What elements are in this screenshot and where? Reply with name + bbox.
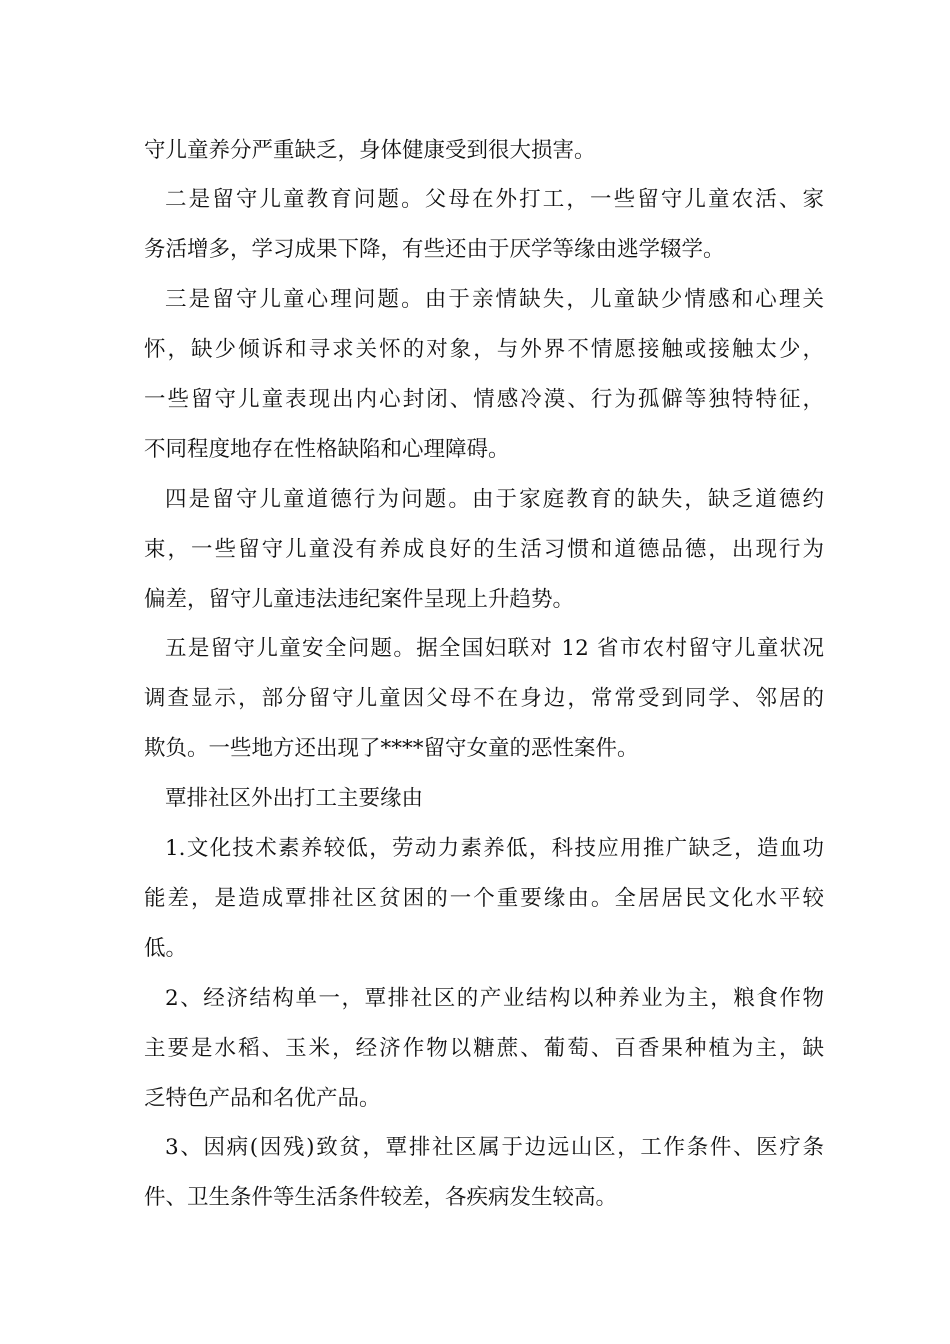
paragraph-4-line-2: 束，一些留守儿童没有养成良好的生活习惯和道德品德，出现行为 — [144, 537, 824, 562]
paragraph-4-line-3: 偏差，留守儿童违法违纪案件呈现上升趋势。 — [144, 587, 575, 612]
item-3-line-2: 件、卫生条件等生活条件较差，各疾病发生较高。 — [144, 1185, 618, 1210]
paragraph-2-line-1: 二是留守儿童教育问题。父母在外打工，一些留守儿童农活、家 — [165, 187, 824, 212]
item-1-line-1: 1.文化技术素养较低，劳动力素养低，科技应用推广缺乏，造血功 — [165, 836, 824, 861]
paragraph-5-line-3: 欺负。一些地方还出现了****留守女童的恶性案件。 — [144, 736, 639, 761]
item-2-line-2: 主要是水稻、玉米，经济作物以糖蔗、葡萄、百香果种植为主，缺 — [144, 1036, 824, 1061]
item-2-line-1: 2、经济结构单一，覃排社区的产业结构以种养业为主，粮食作物 — [165, 986, 824, 1011]
paragraph-3-line-2: 怀，缺少倾诉和寻求关怀的对象，与外界不情愿接触或接触太少， — [144, 337, 824, 362]
item-2-line-3: 乏特色产品和名优产品。 — [144, 1086, 381, 1111]
paragraph-3-line-4: 不同程度地存在性格缺陷和心理障碍。 — [144, 437, 510, 462]
item-1-line-3: 低。 — [144, 936, 188, 961]
paragraph-4-line-1: 四是留守儿童道德行为问题。由于家庭教育的缺失，缺乏道德约 — [165, 487, 824, 512]
item-1-line-2: 能差，是造成覃排社区贫困的一个重要缘由。全居居民文化水平较 — [144, 886, 824, 911]
section-heading: 覃排社区外出打工主要缘由 — [165, 786, 424, 811]
paragraph-2-line-2: 务活增多，学习成果下降，有些还由于厌学等缘由逃学辍学。 — [144, 237, 725, 262]
paragraph-5-line-2: 调查显示，部分留守儿童因父母不在身边，常常受到同学、邻居的 — [144, 686, 824, 711]
paragraph-5-line-1: 五是留守儿童安全问题。据全国妇联对 12 省市农村留守儿童状况 — [165, 636, 824, 661]
text-line: 守儿童养分严重缺乏，身体健康受到很大损害。 — [144, 138, 596, 163]
paragraph-3-line-1: 三是留守儿童心理问题。由于亲情缺失，儿童缺少情感和心理关 — [165, 287, 824, 312]
item-3-line-1: 3、因病(因残)致贫，覃排社区属于边远山区，工作条件、医疗条 — [165, 1135, 824, 1160]
paragraph-3-line-3: 一些留守儿童表现出内心封闭、情感冷漠、行为孤僻等独特特征， — [144, 387, 824, 412]
